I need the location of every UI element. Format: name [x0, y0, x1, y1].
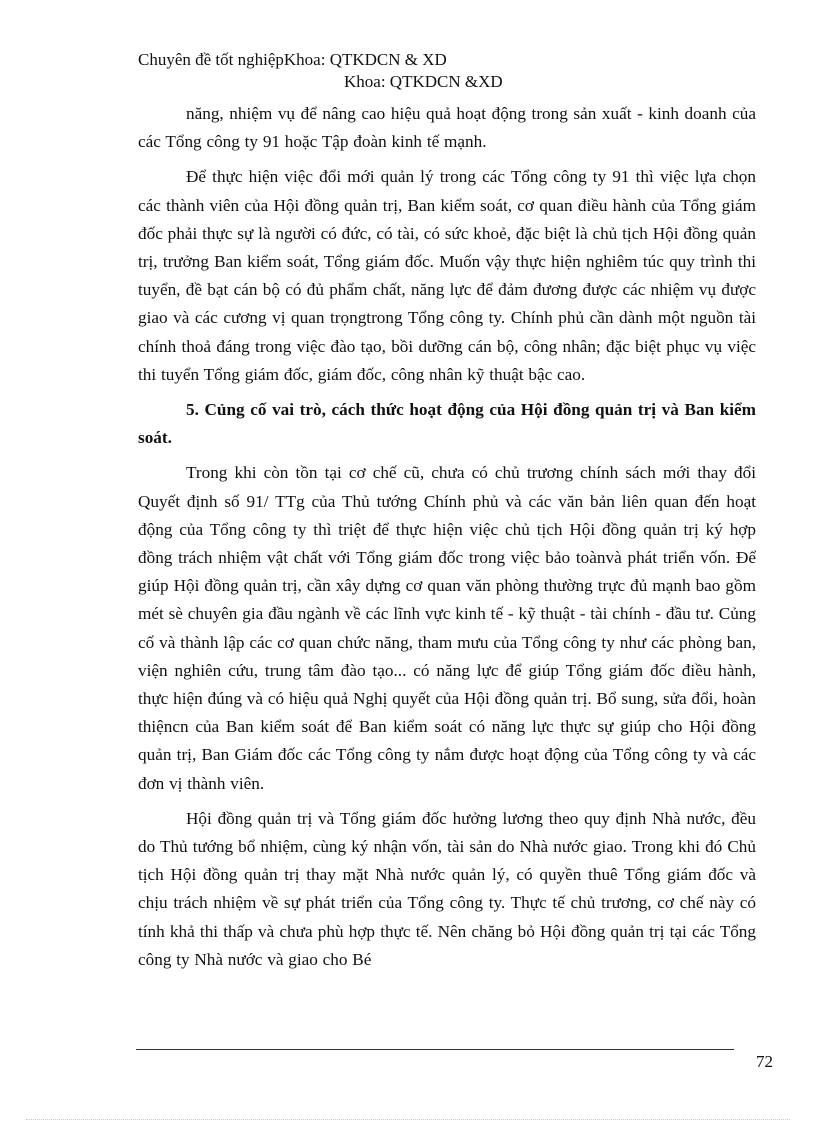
paragraph-board-strengthening: Trong khi còn tồn tại cơ chế cũ, chưa có chủ trương chính sách mới thay đổi Quyết định số 91/ TTg của Thủ tướng Chính phủ và các văn bản liên quan đến hoạt động của Tổng công ty thì triệt để thực hiện việc chủ tịch Hội đồng quản trị ký hợp đồng trách nhiệm vật chất với Tổng giám đốc trong việc bảo toànvà phát triển vốn. Để giúp Hội đồng quản trị, cần xây dựng cơ quan văn phòng thường trực đủ mạnh bao gồm mét sè chuyên gia đầu ngành về các lĩnh vực kinh tế - kỹ thuật - tài chính - đầu tư. Củng cố và thành lập các cơ quan chức năng, tham mưu của Tổng công ty như các phòng ban, viện nghiên cứu, trung tâm đào tạo... có năng lực để giúp Tổng giám đốc điều hành, thực hiện đúng và có hiệu quả Nghị quyết của Hội đồng quản trị. Bổ sung, sửa đổi, hoàn thiệncn của Ban kiểm soát để Ban kiểm soát có năng lực thực sự giúp cho Hội đồng quản trị, Ban Giám đốc các Tổng công ty nắm được hoạt động của Tổng công ty và các đơn vị thành viên.: [138, 463, 756, 793]
paragraph-leadership-selection: Để thực hiện việc đổi mới quản lý trong các Tổng công ty 91 thì việc lựa chọn các thành viên của Hội đồng quản trị, Ban kiểm soát, cơ quan điều hành của Tổng giám đốc phải thực sự là người có đức, có tài, có sức khoẻ, đặc biệt là chủ tịch Hội đồng quản trị, trưởng Ban kiểm soát, Tổng giám đốc. Muốn vậy thực hiện nghiêm túc quy trình thi tuyển, đề bạt cán bộ có đủ phẩm chất, năng lực để đảm đương được các nhiệm vụ được giao và các cương vị quan trọngtrong Tổng công ty. Chính phủ cần dành một nguồn tài chính thoả đáng trong việc đào tạo, bồi dưỡng cán bộ, công nhân; đặc biệt phục vụ việc thi tuyển Tổng giám đốc, giám đốc, công nhân kỹ thuật bậc cao.: [138, 167, 756, 384]
paragraph-continued: năng, nhiệm vụ để nâng cao hiệu quả hoạt động trong sản xuất - kinh doanh của các Tổng công ty 91 hoặc Tập đoàn kinh tế mạnh.: [138, 104, 756, 152]
paragraph-board-and-ceo: Hội đồng quản trị và Tổng giám đốc hưởng lương theo quy định Nhà nước, đều do Thủ tướng bổ nhiệm, cùng ký nhận vốn, tài sản do Nhà nước giao. Trong khi đó Chủ tịch Hội đồng quản trị thay mặt Nhà nước quản lý, có quyền thuê Tổng giám đốc và chịu trách nhiệm về sự phát triển của Tổng công ty. Thực tế chủ trương, cơ chế này có tính khả thi thấp và chưa phù hợp thực tế. Nên chăng bỏ Hội đồng quản trị tại các Tổng công ty Nhà nước và giao cho Bé: [138, 808, 756, 969]
page-bottom-edge: [26, 1119, 790, 1120]
footer-divider: [136, 1049, 734, 1050]
section-heading: 5. Củng cố vai trò, cách thức hoạt động của Hội đồng quản trị và Ban kiểm soát.: [138, 400, 756, 448]
document-body: [138, 100, 756, 981]
page-header-line-1: Chuyên đề tốt nghiệpKhoa: QTKDCN & XD: [138, 50, 447, 69]
page-number: 72: [756, 1052, 773, 1071]
page-header-line-2: Khoa: QTKDCN &XD: [344, 72, 503, 91]
